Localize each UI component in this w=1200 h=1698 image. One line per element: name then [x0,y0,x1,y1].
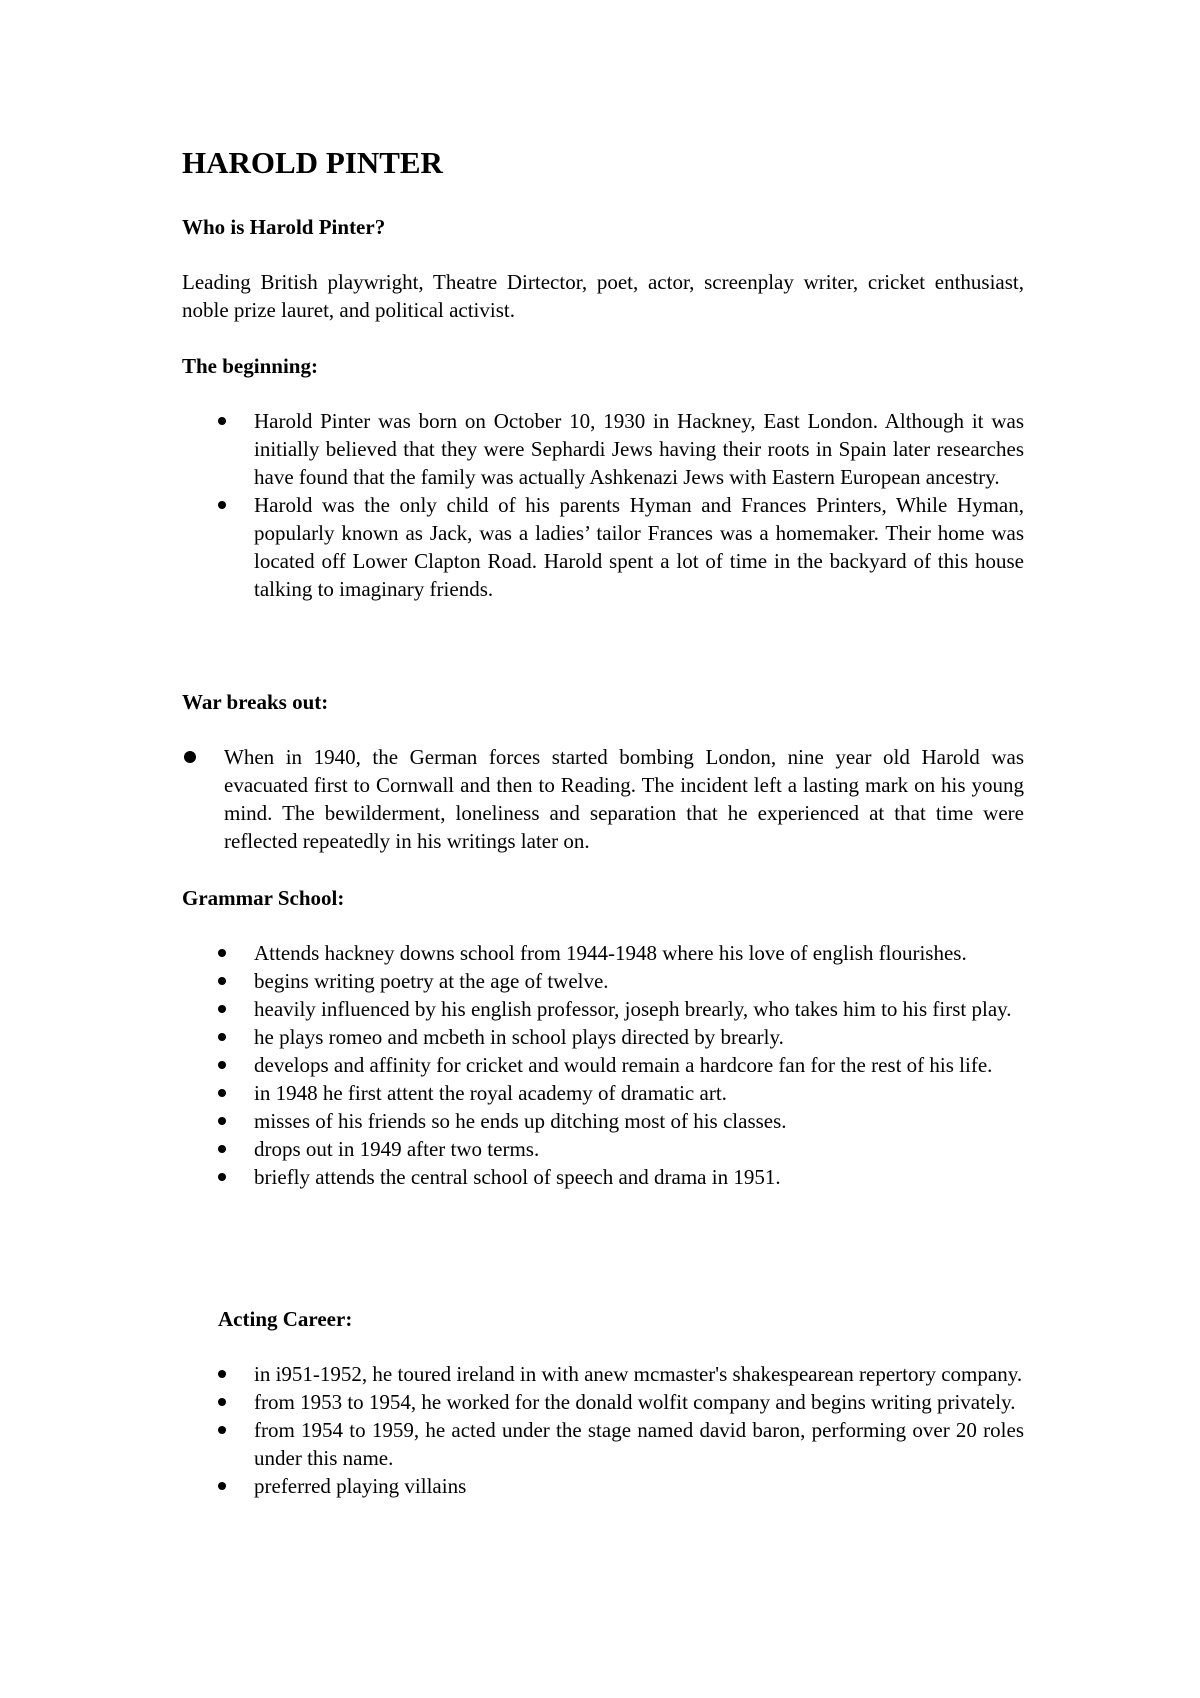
bullet-icon [218,949,226,957]
list-item: Harold Pinter was born on October 10, 1930 in Hackney, East London. Although it was initially believed that they were Sephardi Jews having their roots in Spain later researches have found that the family was actually Ashkenazi Jews with Eastern European ancestry. [254,407,1024,491]
list-grammar [254,939,1024,1191]
bullet-icon [218,1117,226,1125]
list-item: drops out in 1949 after two terms. [254,1135,1024,1163]
bullet-icon [218,417,226,425]
list-item: misses of his friends so he ends up ditching most of his classes. [254,1107,1024,1135]
page-title: HAROLD PINTER [182,145,443,180]
list-war [224,743,1024,855]
heading-acting: Acting Career: [218,1307,353,1331]
bullet-icon [218,1482,226,1490]
bullet-icon [218,1398,226,1406]
list-acting [254,1360,1024,1500]
list-item: preferred playing villains [254,1472,1024,1500]
list-item: begins writing poetry at the age of twelve. [254,967,1024,995]
bullet-icon [218,1089,226,1097]
bullet-icon [218,977,226,985]
bullet-icon [218,1173,226,1181]
list-item: he plays romeo and mcbeth in school plays directed by brearly. [254,1023,1024,1051]
list-item: from 1953 to 1954, he worked for the donald wolfit company and begins writing privately. [254,1388,1024,1416]
list-beginning [254,407,1024,603]
bullet-icon [218,501,226,509]
list-item: heavily influenced by his english professor, joseph brearly, who takes him to his first play. [254,995,1024,1023]
heading-war: War breaks out: [182,690,329,714]
bullet-icon [218,1033,226,1041]
heading-beginning: The beginning: [182,354,318,378]
bullet-icon [218,1370,226,1378]
list-item: When in 1940, the German forces started bombing London, nine year old Harold was evacuated first to Cornwall and then to Reading. The incident left a lasting mark on his young mind. The bewilderment, loneliness and separation that he experienced at that time were reflected repeatedly in his writings later on. [224,743,1024,855]
bullet-icon [218,1145,226,1153]
bullet-icon [218,1005,226,1013]
bullet-icon [218,1426,226,1434]
heading-who: Who is Harold Pinter? [182,215,386,239]
list-item: Attends hackney downs school from 1944-1948 where his love of english flourishes. [254,939,1024,967]
bullet-icon [184,751,196,763]
list-item: in i951-1952, he toured ireland in with anew mcmaster's shakespearean repertory company. [254,1360,1024,1388]
heading-grammar: Grammar School: [182,886,345,910]
list-item: from 1954 to 1959, he acted under the stage named david baron, performing over 20 roles under this name. [254,1416,1024,1472]
list-item: develops and affinity for cricket and would remain a hardcore fan for the rest of his life. [254,1051,1024,1079]
paragraph-who: Leading British playwright, Theatre Dirtector, poet, actor, screenplay writer, cricket enthusiast, noble prize lauret, and political activist. [182,270,1024,322]
list-item: briefly attends the central school of speech and drama in 1951. [254,1163,1024,1191]
list-item: Harold was the only child of his parents Hyman and Frances Printers, While Hyman, popularly known as Jack, was a ladies’ tailor Frances was a homemaker. Their home was located off Lower Clapton Road. Harold spent a lot of time in the backyard of this house talking to imaginary friends. [254,491,1024,603]
list-item: in 1948 he first attent the royal academy of dramatic art. [254,1079,1024,1107]
bullet-icon [218,1061,226,1069]
